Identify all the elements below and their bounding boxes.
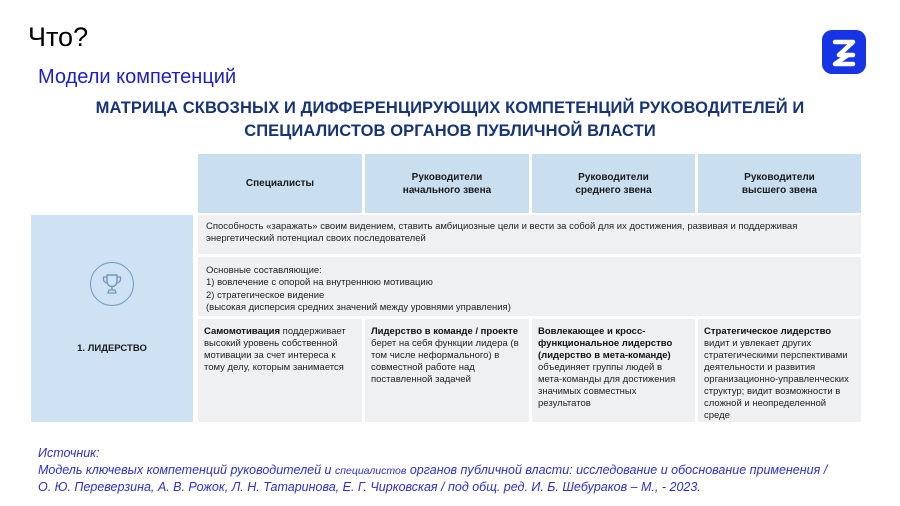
section-subtitle: Модели компетенций: [38, 66, 237, 88]
source-citation-line: Модель ключевых компетенций руководителей и специалистов органов публичной власти: исследование и обоснование применения /: [38, 463, 828, 477]
level-term: Лидерство в команде / проекте: [371, 326, 518, 337]
level-text: видит и увлекает других стратегическими перспективами деятельности и развития организационно-управленческих структур; видит возможности в сложной и неопределенной среде: [704, 338, 849, 421]
level-term: Вовлекающее и кросс-функциональное лидерство (лидерство в мета-команде): [538, 326, 673, 361]
page-title: Что?: [28, 22, 89, 52]
level-cell-junior-managers: [365, 319, 529, 422]
trophy-icon: [90, 262, 134, 306]
source-label: Источник:: [38, 446, 100, 460]
level-term: Стратегическое лидерство: [704, 326, 832, 337]
competency-panel: [31, 215, 193, 422]
component-item: 1) вовлечение с опорой на внутреннюю мотивацию: [206, 277, 433, 289]
level-cell-specialists: [198, 319, 362, 422]
competency-label: 1. ЛИДЕРСТВО: [77, 343, 147, 354]
source-citation-line: О. Ю. Переверзина, А. В. Рожок, Л. Н. Татаринова, Е. Г. Чирковская / под общ. ред. И. Б. Шебураков – М., - 2023.: [38, 480, 701, 494]
competency-components: [198, 257, 861, 316]
component-item: (высокая дисперсия средних значений между уровнями управления): [206, 301, 511, 313]
matrix-title-line: СПЕЦИАЛИСТОВ ОРГАНОВ ПУБЛИЧНОЙ ВЛАСТИ: [244, 122, 656, 140]
level-text: берет на себя функции лидера (в том числе неформального) в совместной работе над поставленной задачей: [371, 338, 519, 385]
competency-description: Способность «заражать» своим видением, ставить амбициозные цели и вести за собой для их достижения, развивая и поддерживая энергетический потенциал своих последователей: [198, 215, 861, 254]
level-text: поддерживает высокий уровень собственной мотивации за счет интереса к тому делу, которым занимается: [204, 326, 346, 373]
level-cell-middle-managers: [532, 319, 695, 422]
component-item: 2) стратегическое видение: [206, 289, 325, 301]
brand-logo-icon: [822, 30, 866, 74]
column-header-middle-managers: Руководители среднего звена: [532, 154, 695, 213]
matrix-title-line: МАТРИЦА СКВОЗНЫХ И ДИФФЕРЕНЦИРУЮЩИХ КОМПЕТЕНЦИЙ РУКОВОДИТЕЛЕЙ И: [95, 99, 805, 117]
level-text: объединяет группы людей в мета-команды для достижения значимых совместных результатов: [538, 362, 676, 409]
level-term: Самомотивация: [204, 326, 281, 337]
level-cell-senior-managers: [698, 319, 861, 422]
column-header-junior-managers: Руководители начального звена: [365, 154, 529, 213]
column-header-specialists: Специалисты: [198, 154, 362, 213]
components-title: Основные составляющие:: [206, 265, 322, 276]
column-header-senior-managers: Руководители высшего звена: [698, 154, 861, 213]
matrix-title: [40, 97, 860, 143]
